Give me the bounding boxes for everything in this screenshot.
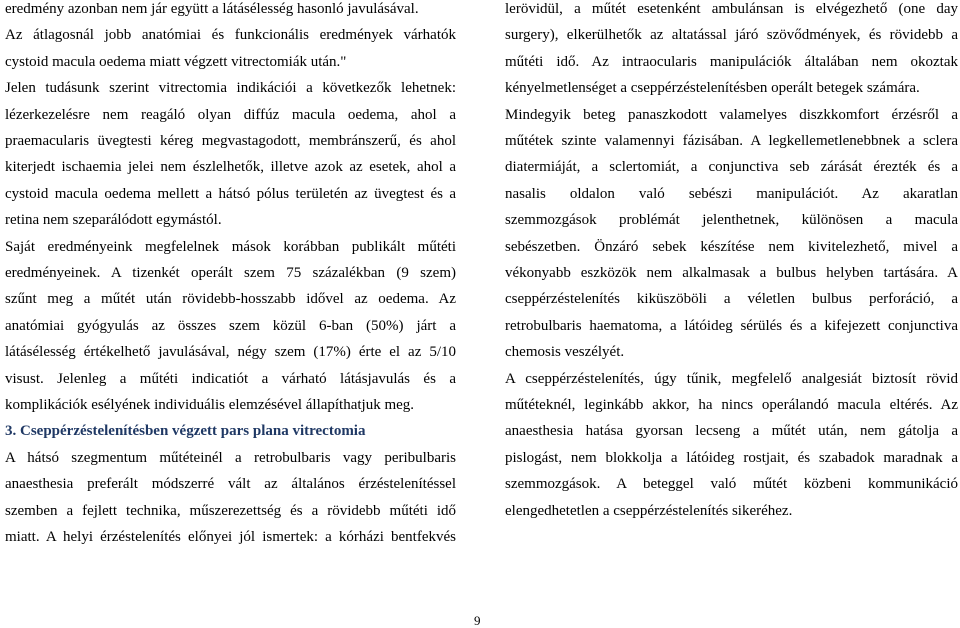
text-line: eredményeinek. A tizenkét operált szem 75 százalékban (9 szem): [5, 265, 456, 281]
text-line: anaesthesia hatása gyorsan lecseng a műtét után, nem gátolja a: [505, 423, 958, 440]
text-line: elengedhetetlen a cseppérzéstelenítés sikeréhez.: [505, 502, 793, 519]
text-line: visust. Jelenleg a műtéti indicatiót a várható látásjavulás és a: [5, 370, 456, 387]
text-line: Jelen tudásunk szerint vitrectomia indikációi a következők lehetnek:: [5, 80, 456, 97]
text-line: anatómiai gyógyulás az összes szem közül 6-ban (50%) járt a: [5, 317, 456, 334]
text-line: lerövidül, a műtét esetenként ambulánsan is elvégezhető (one day: [505, 1, 958, 17]
text-line: lézerkezelésre nem reagáló olyan diffúz macula oedema, ahol a: [5, 106, 456, 123]
text-line: szemmozgások. A beteggel való műtét közbeni kommunikáció: [505, 476, 958, 493]
text-line: retrobulbaris haematoma, a látóideg sérülés és a kifejezett conjunctiva: [505, 317, 958, 334]
text-line: műtétek szinte valamennyi fázisában. A legkellemetlenebbnek a sclera: [505, 133, 958, 149]
text-line: sebészetben. Önzáró sebek készítése nem kivitelezhető, mivel a: [505, 238, 958, 255]
page-number: 9: [474, 613, 481, 628]
text-line: komplikációk esélyének individuális elemzésével állapíthatjuk meg.: [5, 397, 415, 413]
text-line: szemmozgások problémát jelenthetnek, különösen a macula: [505, 212, 958, 229]
text-line: vékonyabb eszközök nem alkalmasak a bulbus helyben tartására. A: [505, 265, 958, 281]
text-line: szemben a fejlett technika, műszerezettség és a rövidebb műtéti idő: [5, 502, 456, 519]
text-line: A hátsó szegmentum műtéteinél a retrobulbaris vagy peribulbaris: [5, 449, 456, 466]
text-line: anaesthesia preferált módszerré vált az általános érzéstelenítéssel: [5, 476, 456, 493]
text-line: miatt. A helyi érzéstelenítés előnyei jól ismertek: a kórházi bentfekvés: [5, 529, 456, 545]
text-line: retina nem szeparálódott egymástól.: [5, 212, 222, 229]
text-line: kényelmetlenséget a cseppérzéstelenítésben operált betegek számára.: [505, 80, 920, 97]
text-line: A cseppérzéstelenítés, úgy tűnik, megfelelő analgesiát biztosít rövid: [505, 370, 958, 387]
text-line: chemosis veszélyét.: [505, 344, 625, 361]
text-line: Mindegyik beteg panaszkodott valamelyes diszkkomfort érzésről a: [505, 106, 958, 123]
text-line: műtéti idő. Az intraocularis manipulációk általában nem okoztak: [505, 53, 958, 70]
text-line: szűnt meg a műtét után rövidebb-hosszabb idővel az oedema. Az: [5, 291, 456, 308]
text-line: látásélesség értékelhető javulásával, négy szem (17%) érte el az 5/10: [5, 344, 456, 361]
text-line: cystoid macula oedema miatt végzett vitrectomiák után.": [5, 53, 347, 70]
text-line: Saját eredményeink megfelelnek mások korábban publikált műtéti: [5, 238, 456, 255]
text-line: pislogást, nem blokkolja a látóideg rostjait, és szabadok maradnak a: [505, 449, 958, 466]
text-line: cystoid macula oedema mellett a hátsó pólus területén az üvegtest és a: [5, 185, 456, 202]
section-heading: 3. Cseppérzéstelenítésben végzett pars plana vitrectomia: [5, 423, 366, 440]
text-line: kiterjedt ischaemia jelei nem észlelhetők, illetve azok az esetek, ahol a: [5, 159, 456, 176]
text-line: surgery), elkerülhetők az altatással járó szövődmények, és rövidebb a: [505, 27, 958, 44]
text-line: diatermiáját, a sclertomiát, a conjunctiva seb zárását érezték és a: [505, 159, 958, 176]
text-line: cseppérzéstelenítés kiküszöböli a véletlen bulbus perforáció, a: [505, 291, 958, 308]
text-line: praemacularis üvegtesti kéreg megvastagodott, membránszerű, és ahol: [5, 133, 456, 149]
text-line: eredmény azonban nem jár együtt a látásélesség hasonló javulásával.: [5, 1, 419, 17]
text-line: nasalis oldalon való sebészi manipulációt. Az akaratlan: [505, 185, 958, 202]
text-line: Az átlagosnál jobb anatómiai és funkcionális eredmények várhatók: [5, 27, 456, 44]
text-line: műtéteknél, leginkább akkor, ha nincs operálandó macula eltérés. Az: [505, 397, 958, 413]
